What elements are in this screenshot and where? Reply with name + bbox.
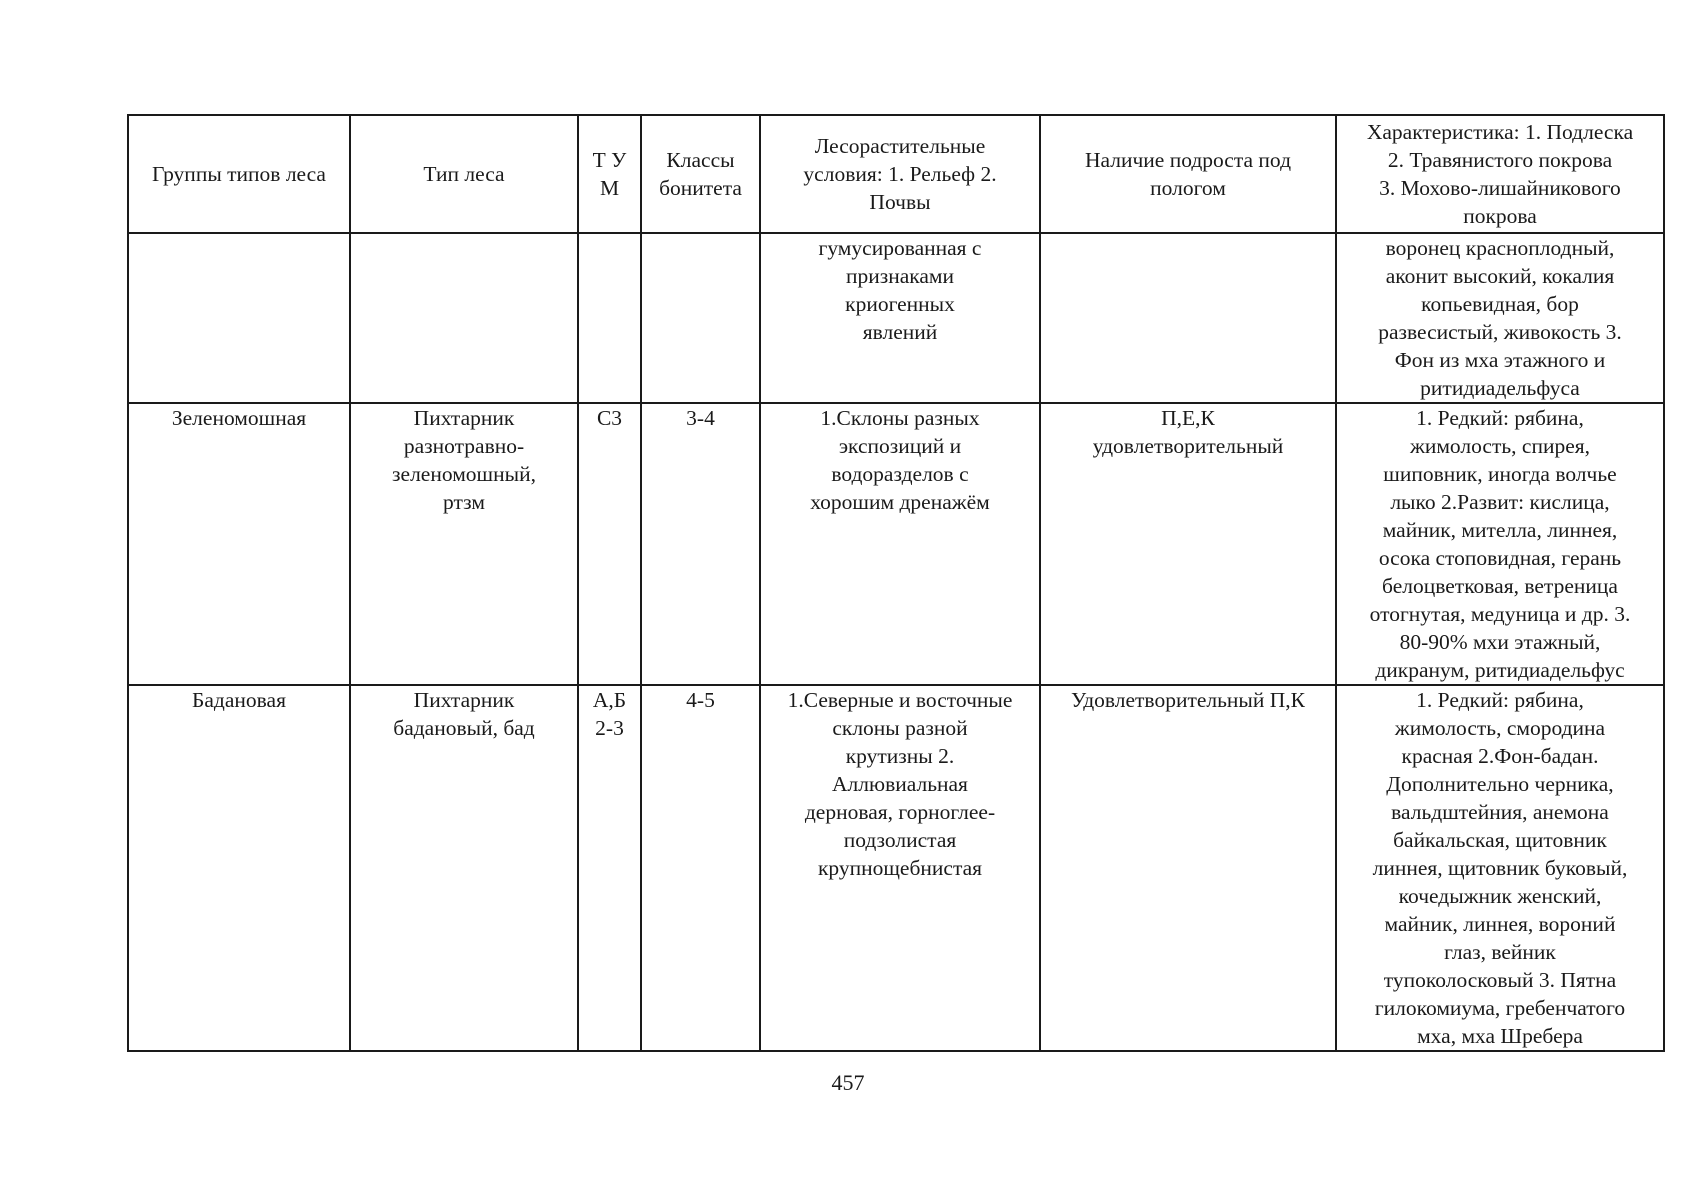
table-row	[128, 403, 1664, 685]
header-growing-conditions: Лесорастительные условия: 1. Рельеф 2. Почвы	[760, 115, 1040, 233]
cell-characteristics: 1. Редкий: рябина, жимолость, спирея, шиповник, иногда волчье лыко 2.Развит: кислица, майник, мителла, линнея, осока стоповидная, герань белоцветковая, ветреница отогнутая, медуница и др. 3. 80-90% мхи этажный, дикранум, ритидиадельфус	[1336, 403, 1664, 685]
cell-bonitet: 3-4	[641, 403, 760, 685]
cell-characteristics: 1. Редкий: рябина, жимолость, смородина красная 2.Фон-бадан. Дополнительно черника, вальдштейния, анемона байкальская, щитовник линнея, щитовник буковый, кочедыжник женский, майник, линнея, вороний глаз, вейник тупоколосковый 3. Пятна гилокомиума, гребенчатого мха, мха Шребера	[1336, 685, 1664, 1051]
cell-bonitet	[641, 233, 760, 403]
header-characteristics: Характеристика: 1. Подлеска 2. Травянистого покрова 3. Мохово-лишайникового покрова	[1336, 115, 1664, 233]
cell-forest-type-group: Зеленомошная	[128, 403, 350, 685]
table-header-row	[128, 115, 1664, 233]
cell-growing-conditions: 1.Северные и восточные склоны разной крутизны 2. Аллювиальная дерновая, горноглее- подзолистая крупнощебнистая	[760, 685, 1040, 1051]
header-forest-type: Тип леса	[350, 115, 578, 233]
cell-tum	[578, 233, 641, 403]
table-row	[128, 685, 1664, 1051]
header-tum: Т У М	[578, 115, 641, 233]
cell-forest-type: Пихтарник бадановый, бад	[350, 685, 578, 1051]
cell-characteristics: воронец красноплодный, аконит высокий, кокалия копьевидная, бор развесистый, живокость 3. Фон из мха этажного и ритидиадельфуса	[1336, 233, 1664, 403]
header-bonitet-classes: Классы бонитета	[641, 115, 760, 233]
cell-undergrowth: П,Е,К удовлетворительный	[1040, 403, 1336, 685]
cell-tum: С3	[578, 403, 641, 685]
cell-forest-type-group: Бадановая	[128, 685, 350, 1051]
cell-forest-type	[350, 233, 578, 403]
page-number: 457	[831, 1070, 865, 1095]
cell-forest-type-group	[128, 233, 350, 403]
cell-undergrowth	[1040, 233, 1336, 403]
cell-tum: А,Б 2-3	[578, 685, 641, 1051]
header-undergrowth: Наличие подроста под пологом	[1040, 115, 1336, 233]
cell-growing-conditions: гумусированная с признаками криогенных явлений	[760, 233, 1040, 403]
table-row	[128, 233, 1664, 403]
forest-types-table	[127, 114, 1665, 1052]
cell-undergrowth: Удовлетворительный П,К	[1040, 685, 1336, 1051]
cell-growing-conditions: 1.Склоны разных экспозиций и водоразделов с хорошим дренажём	[760, 403, 1040, 685]
cell-forest-type: Пихтарник разнотравно- зеленомошный, ртзм	[350, 403, 578, 685]
cell-bonitet: 4-5	[641, 685, 760, 1051]
header-forest-type-group: Группы типов леса	[128, 115, 350, 233]
